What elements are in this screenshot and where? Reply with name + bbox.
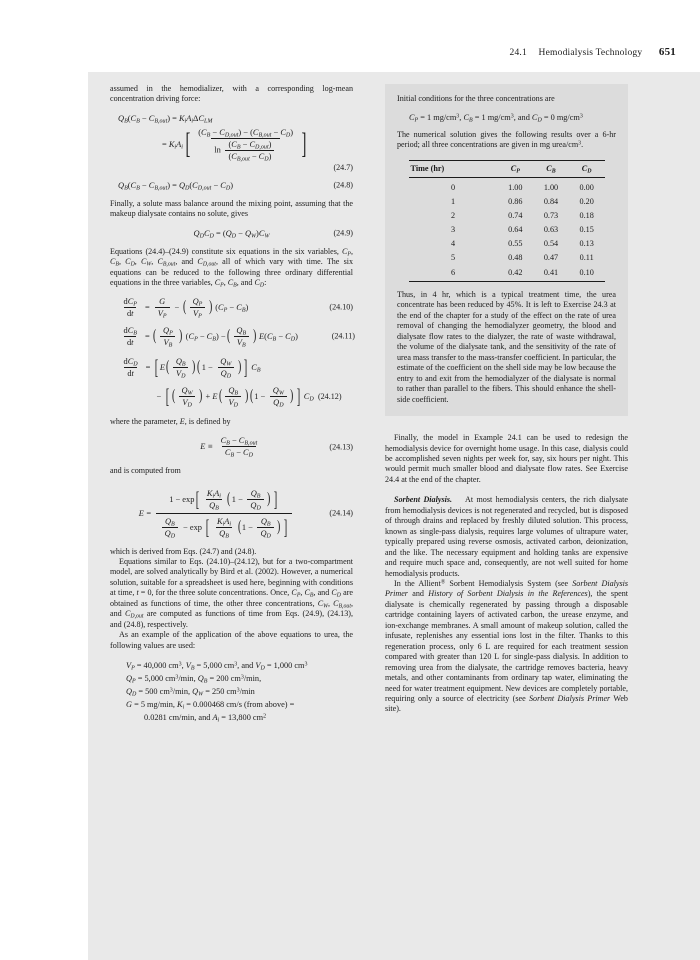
cell-cp: 0.55 [508, 239, 523, 249]
cell-time: 4 [450, 239, 456, 249]
cell-time: 2 [450, 210, 456, 220]
equation-24-7-number: (24.7) [333, 162, 353, 172]
cell-time: 3 [450, 225, 456, 235]
registered-trademark-symbol: ® [440, 579, 446, 586]
paragraph-computed-from: and is computed from [110, 466, 181, 476]
value-line-area: 0.0281 cm/min, and $A_i = 13,800$ $cm^2$ [144, 713, 267, 724]
running-head [0, 46, 700, 58]
reference-title-3: Sorbent Dialysis Primer [528, 694, 611, 703]
equation-24-11-number: (24.11) [331, 331, 355, 341]
cell-cb: 0.63 [543, 225, 559, 235]
table-row [409, 194, 605, 208]
initial-conditions-equation: $C_P = 1$ $mg/cm^3$, $C_B = 1$ $mg/cm^3$, and $C_D = 0$ $mg/cm^3$ [409, 112, 583, 123]
cell-time: 6 [450, 267, 456, 277]
cell-time: 0 [450, 182, 456, 192]
cell-cd: 0.15 [579, 225, 594, 235]
column-header-time: Time (hr) [409, 160, 498, 177]
table-row [409, 237, 605, 251]
right-column [385, 84, 628, 715]
left-column [110, 84, 353, 724]
cell-cd: 0.11 [579, 253, 594, 263]
equation-24-7: $Q_B(C_B - C_{B,out}) = K_iA_i\Delta C_{LM}$ = $K_iA_i$ [ $(C_B - C_{D,out}) - (C_{B,out} - C_D)$ ln $\frac{(C_B - C_{D,out})}{(C_{B,out} - C_D)}$ ] (24.7) [110, 114, 353, 172]
table-body [409, 177, 605, 281]
equation-24-8: $Q_B(C_B - C_{B,out}) = Q_D(C_{D,out} - C_D)$ (24.8) [118, 180, 353, 192]
cell-time: 5 [450, 253, 456, 263]
paragraph-continuation: assumed in the hemodializer, with a corresponding log-mean concentration driving force: [110, 84, 353, 104]
page-number: 651 [658, 46, 676, 58]
paragraph-mass-balance: Finally, a solute mass balance around the mixing point, assuming that the makeup dialysate contains no solute, gives [110, 198, 353, 219]
cell-cp: 0.42 [508, 267, 523, 277]
cell-cd: 0.18 [579, 210, 594, 220]
cell-cd: 0.13 [579, 239, 594, 249]
value-line-flows-1: $Q_P = 5,000$ $cm^3/\min$, $Q_B = 200$ $cm^3/\min$, [126, 674, 262, 685]
two-column-body [110, 84, 680, 946]
example-conclusion: Thus, in 4 hr, which is a typical treatment time, the urea concentrate has been reduced by 45%. It is left to Exercise 24.3 at the end of the chapter for a study of the effect on the rate of urea removal of changing the hemodialyzer geometry, the blood and dialysate flow rates to the dialyzer, the rate of waste withdrawal, the volume of the dialysate tank, and the sensitivity of the rate of urea mass transfer to the mass-transfer coefficient. In particular, the estimate of the coefficient on the shell side may be low because the entry to and exit from the hemodialyzer of the dialysate is normal to rather than parallel to the fibers. This should enhance the shell-side coefficient. [397, 289, 616, 404]
equation-24-14-number: (24.14) [329, 508, 353, 518]
example-results-intro: The numerical solution gives the following results over a 6-hr period; all three concentrations are given in mg urea/$cm^3$. [397, 129, 616, 149]
paragraph-allient-system: In the Allient® Sorbent Hemodialysis System (see Sorbent Dialysis Primer and History of Sorbent Dialysis in the References), the spent dialysate is chemically regenerated by passing through a disposable cartridge containing layers of activated carbon, the urease enzyme, and ion-exchange membranes. A small amount of makeup solution, called the infusate, replenishes any essential ions lost in the filter. Thanks to this regeneration process, only 6 L are required for each treatment session compared with greater than 120 L for single-pass dialysis. In addition to removing urea from the dialysate, the cartridge removes bacteria, heavy metals, and other contaminants from ordinary tap water, eliminating the need for water treatment equipment. New devices are completely portable, requiring only a source of electricity (see Sorbent Dialysis Primer Web site). [385, 579, 629, 714]
example-intro: Initial conditions for the three concentrations are [397, 94, 555, 103]
paragraph-example-values: As an example of the application of the above equations to urea, the following values are used: [110, 630, 353, 650]
equation-24-9-number: (24.9) [333, 228, 353, 238]
example-box [385, 84, 628, 416]
equation-24-12: $\frac{dC_D}{dt}$ = [ E ( $\frac{Q_B}{V_D}$ ) ( 1 − $\frac{Q_W}{Q_D}$ ) ] $C_B$ − [ ( $\frac{Q_W}{V_D}$ ) + E ( $\frac{Q_B}{V_D}$ ) ( 1 − $\frac{Q_W}{Q_D}$ ) ] $C_D$ (24.12) [123, 354, 342, 408]
running-head-title: Hemodialysis Technology [538, 48, 643, 58]
reference-title-1: Sorbent Dialysis Primer [385, 579, 629, 599]
column-header-cp: $C_P$ [497, 160, 533, 177]
cell-cb: 0.41 [543, 267, 559, 277]
equation-24-10: $\frac{dC_P}{dt}$ = $\frac{G}{V_P}$ − ( $\frac{Q_P}{V_P}$ ) $(C_P - C_B)$ (24.10) [123, 296, 353, 319]
equation-24-11: $\frac{dC_B}{dt}$ = ( $\frac{Q_P}{V_B}$ ) $(C_P - C_B)$ − ( $\frac{Q_B}{V_B}$ ) $E(C_B - C_D)$ (24.11) [123, 325, 355, 348]
cell-cb: 1.00 [543, 182, 559, 192]
paragraph-sorbent-dialysis: Sorbent Dialysis. At most hemodialysis centers, the rich dialysate from hemodialysis devices is not regenerated and recycled, but is disposed of through drains and replaced by freshly diluted solution. This process, known as single-pass dialysis, requires large volumes of ultrapure water, typically prepared using reverse osmosis, activated carbon, deionization, and the like. The necessary equipment and holding tanks are expensive and require much space and, consequently, are not well suited for home hemodialysis products. [385, 495, 628, 578]
reference-title-2: History of Sorbent Dialysis in the References [428, 589, 588, 599]
paragraph-overnight-home-usage: Finally, the model in Example 24.1 can be used to redesign the hemodialysis device for overnight home usage. In this case, dialysis could be accomplished seven nights per week for, say, six hours per night. This would permit much smaller blood and dialysate flow rates. See Exercise 24.4 at the end of the chapter. [385, 433, 628, 484]
equation-24-10-number: (24.10) [329, 302, 353, 312]
value-line-flows-2: $Q_D = 500$ $cm^3/\min$, $Q_W = 250$ $cm^3/\min$ [126, 687, 255, 698]
value-line-g-k: G = 5 mg/min, $K_i = 0.000468$ cm/s (from above) = [126, 700, 295, 711]
paragraph-parameter-e: where the parameter, E, is defined by [110, 416, 231, 426]
table-row [409, 222, 605, 236]
table-row [409, 265, 605, 281]
table-header [409, 160, 605, 177]
equation-24-12-number: (24.12) [317, 391, 342, 401]
paragraph-numerical-solution: Equations similar to Eqs. (24.10)–(24.12), but for a two-compartment model, are solved analytically by Bird et al. (2002). However, a numerical solution, suitable for a spreadsheet is used here, beginning with conditions at time, t = 0, for the three solute concentrations. Once, $C_P$, $C_B$, and $C_D$ are obtained as functions of time, the other three concentrations, $C_W$, $C_{B,out}$, and $C_{D,out}$ are computed as functions of time from Eqs. (24.9), (24.13), and (24.8), respectively. [110, 556, 353, 629]
cell-cd: 0.10 [579, 267, 594, 277]
cell-cp: 0.74 [508, 210, 523, 220]
table-row [409, 251, 605, 265]
paragraph-derived-from: which is derived from Eqs. (24.7) and (24.8). [110, 546, 257, 556]
cell-cd: 0.00 [579, 182, 594, 192]
value-line-volumes: $V_P = 40,000$ $cm^3$, $V_B = 5,000$ $cm^3$, and $V_D = 1,000$ $cm^3$ [126, 661, 308, 672]
table-row [409, 177, 605, 194]
paragraph-six-equations: Equations (24.4)–(24.9) constitute six equations in the six variables, $C_P$, $C_B$, $C_D$, $C_W$, $C_{B,out}$, and $C_{D,out}$, all of which vary with time. The six equations can be reduced to the following three ordinary differential equations in the three variables, $C_P$, $C_B$, and $C_D$: [110, 246, 354, 289]
table-header-row [409, 160, 605, 177]
cell-cb: 0.47 [543, 253, 559, 263]
cell-cp: 1.00 [508, 182, 523, 192]
column-header-cd: $C_D$ [569, 160, 605, 177]
sorbent-dialysis-heading: Sorbent Dialysis. [394, 495, 453, 505]
equation-24-9: $Q_DC_D = (Q_D - Q_W)C_W$ (24.9) [193, 228, 353, 240]
cell-cd: 0.20 [579, 196, 594, 206]
cell-cb: 0.54 [543, 239, 559, 249]
equation-24-14: E = 1 − exp [ $\frac{K_iA_i}{Q_B}$ ( 1 − $\frac{Q_B}{Q_D}$ ) ] $\frac{Q_B}{Q_D}$ − exp [ $\frac{K_iA_i}{Q_B}$ ( 1 − $\frac{Q_B}{Q_D}$ ) ] (24.14) [138, 486, 353, 539]
cell-cp: 0.48 [508, 253, 523, 263]
cell-time: 1 [450, 196, 456, 206]
running-head-section-number: 24.1 [509, 48, 527, 58]
equation-24-13-number: (24.13) [329, 442, 353, 452]
column-header-cb: $C_B$ [533, 160, 569, 177]
cell-cp: 0.86 [508, 196, 523, 206]
concentration-table [409, 160, 605, 282]
parameter-values-list [110, 659, 353, 724]
cell-cb: 0.73 [543, 210, 559, 220]
equation-24-8-number: (24.8) [333, 180, 353, 190]
cell-cb: 0.84 [543, 196, 559, 206]
cell-cp: 0.64 [508, 225, 523, 235]
table-row [409, 208, 605, 222]
equation-24-13: E ≡ $\frac{C_B - C_{B,out}}{C_B - C_D}$ (24.13) [200, 436, 353, 459]
